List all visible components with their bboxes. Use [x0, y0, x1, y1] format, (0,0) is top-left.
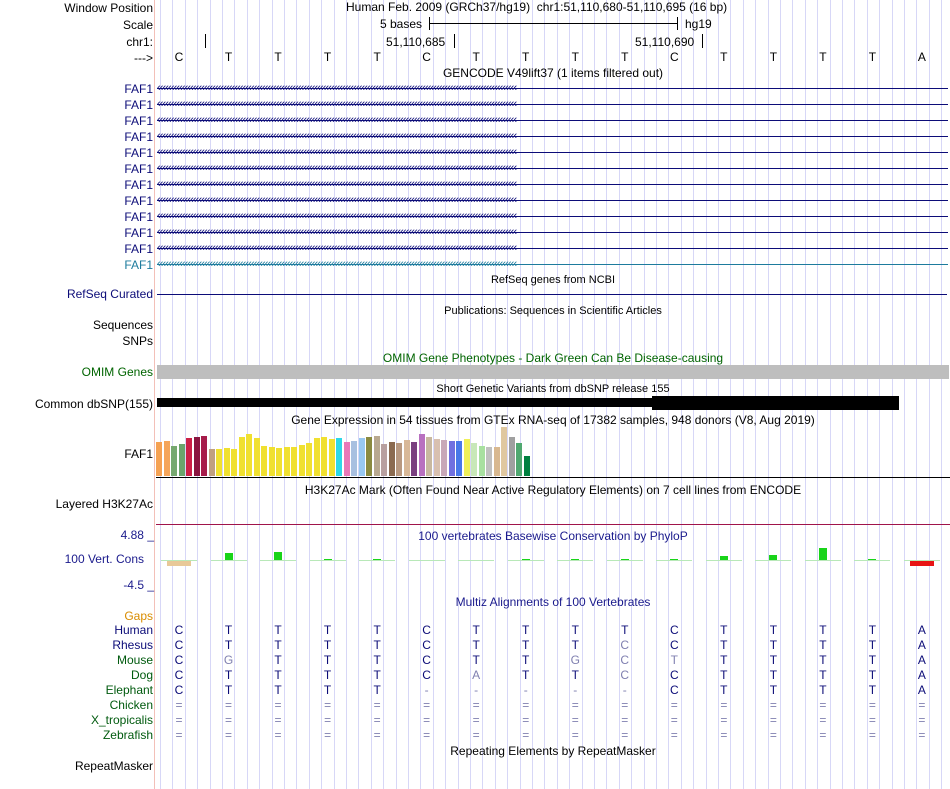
phylop-baseline-tick — [656, 560, 692, 561]
strand-arrows-icon: ‹‹‹‹‹‹‹‹‹‹‹‹‹‹‹‹‹‹‹‹‹‹‹‹‹‹‹‹‹‹‹‹‹‹‹‹‹‹‹‹‹‹‹‹‹‹‹‹‹‹‹‹‹‹‹‹‹‹‹‹‹‹‹‹‹‹‹‹‹‹‹‹‹‹‹‹‹‹‹‹‹‹‹‹‹‹‹‹‹‹‹‹‹‹‹‹‹‹‹‹‹‹‹‹‹‹‹‹‹‹‹‹‹‹‹‹‹‹‹‹‹‹‹‹‹‹‹‹‹‹ — [157, 114, 517, 126]
ruler-tick — [702, 34, 703, 48]
window-position-label: Window Position — [64, 1, 153, 15]
aligned-base: T — [868, 653, 877, 667]
refseq-track-label[interactable]: RefSeq Curated — [66, 287, 153, 301]
aligned-base: = — [868, 698, 876, 712]
strand-arrows-icon: ‹‹‹‹‹‹‹‹‹‹‹‹‹‹‹‹‹‹‹‹‹‹‹‹‹‹‹‹‹‹‹‹‹‹‹‹‹‹‹‹‹‹‹‹‹‹‹‹‹‹‹‹‹‹‹‹‹‹‹‹‹‹‹‹‹‹‹‹‹‹‹‹‹‹‹‹‹‹‹‹‹‹‹‹‹‹‹‹‹‹‹‹‹‹‹‹‹‹‹‹‹‹‹‹‹‹‹‹‹‹‹‹‹‹‹‹‹‹‹‹‹‹‹‹‹‹‹‹‹‹ — [157, 98, 517, 110]
aligned-base: = — [472, 698, 480, 712]
aligned-base: T — [522, 653, 530, 667]
gtex-tissue-bar[interactable] — [336, 438, 342, 476]
gtex-tissue-bar[interactable] — [306, 443, 312, 476]
aligned-base: C — [174, 653, 184, 667]
sequence-base: T — [868, 50, 877, 64]
strand-arrows-icon: ‹‹‹‹‹‹‹‹‹‹‹‹‹‹‹‹‹‹‹‹‹‹‹‹‹‹‹‹‹‹‹‹‹‹‹‹‹‹‹‹‹‹‹‹‹‹‹‹‹‹‹‹‹‹‹‹‹‹‹‹‹‹‹‹‹‹‹‹‹‹‹‹‹‹‹‹‹‹‹‹‹‹‹‹‹‹‹‹‹‹‹‹‹‹‹‹‹‹‹‹‹‹‹‹‹‹‹‹‹‹‹‹‹‹‹‹‹‹‹‹‹‹‹‹‹‹‹‹‹‹ — [157, 82, 517, 94]
aligned-base: T — [621, 623, 629, 637]
aligned-base: C — [422, 668, 431, 682]
strand-arrows-icon: ‹‹‹‹‹‹‹‹‹‹‹‹‹‹‹‹‹‹‹‹‹‹‹‹‹‹‹‹‹‹‹‹‹‹‹‹‹‹‹‹‹‹‹‹‹‹‹‹‹‹‹‹‹‹‹‹‹‹‹‹‹‹‹‹‹‹‹‹‹‹‹‹‹‹‹‹‹‹‹‹‹‹‹‹‹‹‹‹‹‹‹‹‹‹‹‹‹‹‹‹‹‹‹‹‹‹‹‹‹‹‹‹‹‹‹‹‹‹‹‹‹‹‹‹‹‹‹‹‹‹ — [157, 130, 517, 142]
gtex-tissue-bar[interactable] — [494, 447, 500, 476]
phylop-baseline-tick — [755, 560, 791, 561]
sequence-base: T — [571, 50, 579, 64]
aligned-base: = — [423, 713, 431, 727]
aligned-base: T — [769, 668, 778, 682]
aligned-base: A — [917, 638, 926, 652]
gtex-tissue-bar[interactable] — [164, 441, 170, 476]
aligned-base: = — [225, 728, 233, 742]
aligned-base: T — [373, 683, 381, 697]
label-column-separator — [154, 0, 155, 789]
aligned-base: = — [769, 698, 777, 712]
gtex-tissue-bar[interactable] — [209, 449, 215, 476]
gtex-tissue-bar[interactable] — [479, 446, 485, 476]
aligned-base: T — [323, 668, 332, 682]
gtex-tissue-bar[interactable] — [501, 427, 507, 476]
phylop-baseline-tick — [805, 560, 841, 561]
aligned-base: T — [224, 623, 233, 637]
h3k27ac-track-title: H3K27Ac Mark (Often Found Near Active Regulatory Elements) on 7 cell lines from ENCODE — [304, 483, 802, 497]
omim-gene-bar[interactable] — [157, 365, 949, 379]
repeatmasker-track-label[interactable]: RepeatMasker — [74, 759, 153, 773]
snps-track-label[interactable]: SNPs — [122, 334, 153, 348]
species-label[interactable]: X_tropicalis — [90, 713, 153, 727]
scale-bar-left-tick — [429, 17, 430, 30]
ruler-position-2: 51,110,690 — [635, 35, 695, 49]
aligned-base: T — [720, 653, 728, 667]
scale-bar-right-tick — [677, 17, 678, 30]
aligned-base: T — [769, 683, 778, 697]
species-label[interactable]: Human — [114, 623, 153, 637]
sequence-base: A — [917, 50, 926, 64]
aligned-base: T — [274, 623, 282, 637]
aligned-base: = — [274, 728, 282, 742]
aligned-base: T — [769, 653, 778, 667]
sequence-base: C — [174, 50, 184, 64]
sequence-base: T — [522, 50, 530, 64]
aligned-base: = — [819, 698, 827, 712]
gtex-tissue-bar[interactable] — [411, 442, 417, 476]
aligned-base: = — [324, 698, 332, 712]
aligned-base: T — [274, 683, 282, 697]
gtex-tissue-bar[interactable] — [261, 446, 267, 476]
sequence-base: T — [720, 50, 728, 64]
aligned-base: C — [422, 623, 431, 637]
aligned-base: = — [670, 728, 678, 742]
aligned-base: T — [868, 683, 877, 697]
phylop-baseline-tick — [706, 560, 742, 561]
aligned-base: = — [918, 698, 926, 712]
repeatmasker-track-title: Repeating Elements by RepeatMasker — [450, 744, 656, 758]
aligned-base: T — [224, 683, 233, 697]
strand-label: ---> — [134, 51, 153, 65]
refseq-track-title: RefSeq genes from NCBI — [490, 274, 616, 286]
aligned-base: = — [868, 728, 876, 742]
aligned-base: = — [423, 698, 431, 712]
aligned-base: = — [571, 728, 579, 742]
scale-bar — [429, 23, 677, 24]
aligned-base: C — [669, 638, 679, 652]
aligned-base: = — [373, 698, 381, 712]
species-label[interactable]: Rhesus — [112, 638, 153, 652]
aligned-base: = — [571, 698, 579, 712]
gtex-tissue-bar[interactable] — [254, 438, 260, 476]
species-label[interactable]: Dog — [130, 668, 153, 682]
gencode-gene-label[interactable]: FAF1 — [124, 162, 153, 176]
aligned-base: C — [669, 623, 679, 637]
strand-arrows-icon: ‹‹‹‹‹‹‹‹‹‹‹‹‹‹‹‹‹‹‹‹‹‹‹‹‹‹‹‹‹‹‹‹‹‹‹‹‹‹‹‹‹‹‹‹‹‹‹‹‹‹‹‹‹‹‹‹‹‹‹‹‹‹‹‹‹‹‹‹‹‹‹‹‹‹‹‹‹‹‹‹‹‹‹‹‹‹‹‹‹‹‹‹‹‹‹‹‹‹‹‹‹‹‹‹‹‹‹‹‹‹‹‹‹‹‹‹‹‹‹‹‹‹‹‹‹‹‹‹‹‹ — [157, 210, 517, 222]
gencode-gene-label[interactable]: FAF1 — [124, 98, 153, 112]
aligned-base: = — [720, 728, 728, 742]
gtex-tissue-bar[interactable] — [194, 437, 200, 476]
phylop-baseline-tick — [161, 560, 197, 561]
gtex-tissue-bar[interactable] — [359, 438, 365, 476]
gtex-tissue-bar[interactable] — [239, 437, 245, 476]
sequence-base: T — [769, 50, 778, 64]
aligned-base: = — [621, 713, 629, 727]
aligned-base: = — [868, 713, 876, 727]
phylop-baseline-tick — [904, 560, 940, 561]
strand-arrows-icon: ‹‹‹‹‹‹‹‹‹‹‹‹‹‹‹‹‹‹‹‹‹‹‹‹‹‹‹‹‹‹‹‹‹‹‹‹‹‹‹‹‹‹‹‹‹‹‹‹‹‹‹‹‹‹‹‹‹‹‹‹‹‹‹‹‹‹‹‹‹‹‹‹‹‹‹‹‹‹‹‹‹‹‹‹‹‹‹‹‹‹‹‹‹‹‹‹‹‹‹‹‹‹‹‹‹‹‹‹‹‹‹‹‹‹‹‹‹‹‹‹‹‹‹‹‹‹‹‹‹‹ — [157, 146, 517, 158]
phylop-baseline-tick — [607, 560, 643, 561]
aligned-base: C — [174, 638, 184, 652]
sequence-base: T — [621, 50, 629, 64]
gtex-tissue-bar[interactable] — [351, 441, 357, 476]
aligned-base: T — [720, 623, 728, 637]
aligned-base: T — [224, 638, 233, 652]
strand-arrows-icon: ‹‹‹‹‹‹‹‹‹‹‹‹‹‹‹‹‹‹‹‹‹‹‹‹‹‹‹‹‹‹‹‹‹‹‹‹‹‹‹‹‹‹‹‹‹‹‹‹‹‹‹‹‹‹‹‹‹‹‹‹‹‹‹‹‹‹‹‹‹‹‹‹‹‹‹‹‹‹‹‹‹‹‹‹‹‹‹‹‹‹‹‹‹‹‹‹‹‹‹‹‹‹‹‹‹‹‹‹‹‹‹‹‹‹‹‹‹‹‹‹‹‹‹‹‹‹‹‹‹‹ — [157, 258, 517, 270]
gtex-tissue-bar[interactable] — [464, 439, 470, 476]
gencode-gene-label[interactable]: FAF1 — [124, 242, 153, 256]
gencode-gene-label[interactable]: FAF1 — [124, 178, 153, 192]
aligned-base: C — [669, 683, 679, 697]
aligned-base: T — [323, 623, 332, 637]
aligned-base: C — [620, 668, 630, 682]
sequence-base: T — [274, 50, 282, 64]
scale-label: Scale — [122, 18, 153, 32]
gencode-gene-label[interactable]: FAF1 — [124, 210, 153, 224]
aligned-base: G — [223, 653, 234, 667]
aligned-base: = — [522, 728, 530, 742]
phylop-baseline-tick — [260, 560, 296, 561]
multiz-track-title: Multiz Alignments of 100 Vertebrates — [455, 595, 651, 609]
gtex-tissue-bar[interactable] — [284, 447, 290, 476]
gencode-gene-label[interactable]: FAF1 — [124, 226, 153, 240]
aligned-base: T — [868, 638, 877, 652]
aligned-base: = — [472, 728, 480, 742]
strand-arrows-icon: ‹‹‹‹‹‹‹‹‹‹‹‹‹‹‹‹‹‹‹‹‹‹‹‹‹‹‹‹‹‹‹‹‹‹‹‹‹‹‹‹‹‹‹‹‹‹‹‹‹‹‹‹‹‹‹‹‹‹‹‹‹‹‹‹‹‹‹‹‹‹‹‹‹‹‹‹‹‹‹‹‹‹‹‹‹‹‹‹‹‹‹‹‹‹‹‹‹‹‹‹‹‹‹‹‹‹‹‹‹‹‹‹‹‹‹‹‹‹‹‹‹‹‹‹‹‹‹‹‹‹ — [157, 162, 517, 174]
aligned-base: = — [175, 728, 183, 742]
aligned-base: A — [917, 623, 926, 637]
aligned-base: T — [720, 638, 728, 652]
aligned-base: T — [472, 638, 480, 652]
aligned-base: = — [720, 713, 728, 727]
gtex-tissue-bar[interactable] — [516, 443, 522, 476]
aligned-base: A — [472, 668, 481, 682]
aligned-base: - — [424, 683, 429, 697]
gtex-tissue-bar[interactable] — [366, 437, 372, 476]
species-label[interactable]: Chicken — [109, 698, 153, 712]
aligned-base: = — [670, 698, 678, 712]
aligned-base: = — [769, 728, 777, 742]
aligned-base: = — [324, 713, 332, 727]
sequence-base: T — [323, 50, 332, 64]
gtex-tissue-bar[interactable] — [509, 437, 515, 476]
conservation-track-label[interactable]: 100 Vert. Cons — [64, 552, 144, 566]
gencode-gene-label[interactable]: FAF1 — [124, 82, 153, 96]
dbsnp-variant-bar[interactable] — [652, 396, 899, 410]
aligned-base: = — [225, 713, 233, 727]
scale-db: hg19 — [685, 17, 712, 31]
aligned-base: T — [670, 653, 678, 667]
assembly-title — [346, 0, 727, 14]
gtex-tissue-bar[interactable] — [449, 441, 455, 476]
gtex-expression-bars[interactable] — [156, 427, 556, 476]
aligned-base: T — [720, 683, 728, 697]
position-range[interactable]: chr1:51,110,680-51,110,695 (16 bp) — [536, 0, 728, 14]
aligned-base: = — [918, 713, 926, 727]
gtex-tissue-bar[interactable] — [231, 449, 237, 476]
aligned-base: T — [571, 638, 579, 652]
aligned-base: = — [769, 713, 777, 727]
aligned-base: = — [670, 713, 678, 727]
phylop-score-bar[interactable] — [274, 552, 282, 560]
gtex-tissue-bar[interactable] — [524, 456, 530, 476]
conservation-min-value: -4.5 _ — [123, 578, 154, 592]
aligned-base: T — [769, 623, 778, 637]
gtex-tissue-bar[interactable] — [434, 439, 440, 476]
aligned-base: T — [274, 638, 282, 652]
gtex-tissue-bar[interactable] — [441, 440, 447, 476]
phylop-baseline-tick — [211, 560, 247, 561]
conservation-max-value: 4.88 _ — [120, 528, 154, 542]
ruler-tick — [205, 34, 206, 48]
gtex-tissue-bar[interactable] — [426, 437, 432, 476]
aligned-base: T — [720, 668, 728, 682]
sequence-base: T — [224, 50, 233, 64]
gtex-tissue-bar[interactable] — [179, 444, 185, 476]
aligned-base: = — [918, 728, 926, 742]
aligned-base: C — [669, 668, 679, 682]
aligned-base: T — [819, 668, 827, 682]
strand-arrows-icon: ‹‹‹‹‹‹‹‹‹‹‹‹‹‹‹‹‹‹‹‹‹‹‹‹‹‹‹‹‹‹‹‹‹‹‹‹‹‹‹‹‹‹‹‹‹‹‹‹‹‹‹‹‹‹‹‹‹‹‹‹‹‹‹‹‹‹‹‹‹‹‹‹‹‹‹‹‹‹‹‹‹‹‹‹‹‹‹‹‹‹‹‹‹‹‹‹‹‹‹‹‹‹‹‹‹‹‹‹‹‹‹‹‹‹‹‹‹‹‹‹‹‹‹‹‹‹‹‹‹‹ — [157, 226, 517, 238]
gtex-tissue-bar[interactable] — [374, 436, 380, 476]
aligned-base: T — [472, 653, 480, 667]
aligned-base: T — [819, 683, 827, 697]
phylop-score-bar[interactable] — [225, 553, 233, 560]
aligned-base: = — [720, 698, 728, 712]
aligned-base: T — [373, 638, 381, 652]
gencode-gene-label[interactable]: FAF1 — [124, 130, 153, 144]
aligned-base: = — [571, 713, 579, 727]
assembly-name: Human Feb. 2009 (GRCh37/hg19) — [346, 0, 531, 14]
aligned-base: C — [422, 638, 431, 652]
gtex-track-title: Gene Expression in 54 tissues from GTEx RNA-seq of 17382 samples, 948 donors (V8, Aug 2019) — [291, 413, 815, 427]
aligned-base: = — [175, 698, 183, 712]
aligned-base: = — [373, 713, 381, 727]
species-label[interactable]: Mouse — [116, 653, 153, 667]
gencode-gene-label[interactable]: FAF1 — [124, 114, 153, 128]
aligned-base: - — [573, 683, 578, 697]
gtex-tissue-bar[interactable] — [156, 442, 162, 476]
strand-arrows-icon: ‹‹‹‹‹‹‹‹‹‹‹‹‹‹‹‹‹‹‹‹‹‹‹‹‹‹‹‹‹‹‹‹‹‹‹‹‹‹‹‹‹‹‹‹‹‹‹‹‹‹‹‹‹‹‹‹‹‹‹‹‹‹‹‹‹‹‹‹‹‹‹‹‹‹‹‹‹‹‹‹‹‹‹‹‹‹‹‹‹‹‹‹‹‹‹‹‹‹‹‹‹‹‹‹‹‹‹‹‹‹‹‹‹‹‹‹‹‹‹‹‹‹‹‹‹‹‹‹‹‹ — [157, 242, 517, 254]
aligned-base: = — [522, 698, 530, 712]
aligned-base: G — [570, 653, 580, 667]
aligned-base: C — [620, 638, 630, 652]
refseq-gene-line[interactable] — [157, 294, 947, 295]
aligned-base: = — [621, 728, 629, 742]
gtex-tissue-bar[interactable] — [396, 443, 402, 476]
aligned-base: T — [274, 668, 282, 682]
sequence-base: C — [422, 50, 431, 64]
conservation-track-title: 100 vertebrates Basewise Conservation by PhyloP — [418, 529, 688, 543]
gtex-tissue-bar[interactable] — [314, 438, 320, 476]
strand-arrows-icon: ‹‹‹‹‹‹‹‹‹‹‹‹‹‹‹‹‹‹‹‹‹‹‹‹‹‹‹‹‹‹‹‹‹‹‹‹‹‹‹‹‹‹‹‹‹‹‹‹‹‹‹‹‹‹‹‹‹‹‹‹‹‹‹‹‹‹‹‹‹‹‹‹‹‹‹‹‹‹‹‹‹‹‹‹‹‹‹‹‹‹‹‹‹‹‹‹‹‹‹‹‹‹‹‹‹‹‹‹‹‹‹‹‹‹‹‹‹‹‹‹‹‹‹‹‹‹‹‹‹‹ — [157, 178, 517, 190]
aligned-base: = — [175, 713, 183, 727]
omim-track-title: OMIM Gene Phenotypes - Dark Green Can Be Disease-causing — [382, 351, 724, 365]
dbsnp-track-title: Short Genetic Variants from dbSNP release 155 — [436, 383, 670, 395]
aligned-base: T — [571, 668, 579, 682]
gtex-tissue-bar[interactable] — [404, 440, 410, 476]
aligned-base: = — [472, 713, 480, 727]
aligned-base: C — [620, 653, 630, 667]
aligned-base: T — [522, 623, 530, 637]
aligned-base: - — [622, 683, 627, 697]
aligned-base: T — [472, 623, 480, 637]
aligned-base: - — [474, 683, 479, 697]
gtex-track-label[interactable]: FAF1 — [124, 447, 153, 461]
phylop-score-bar[interactable] — [819, 548, 827, 560]
aligned-base: T — [819, 638, 827, 652]
gtex-tissue-bar[interactable] — [389, 442, 395, 476]
aligned-base: C — [174, 683, 184, 697]
aligned-base: T — [224, 668, 233, 682]
aligned-base: = — [225, 698, 233, 712]
aligned-base: T — [819, 623, 827, 637]
gtex-tissue-bar[interactable] — [486, 447, 492, 476]
aligned-base: = — [373, 728, 381, 742]
aligned-base: T — [769, 638, 778, 652]
sequences-track-label[interactable]: Sequences — [92, 318, 153, 332]
gtex-tissue-bar[interactable] — [344, 442, 350, 476]
gencode-gene-label[interactable]: FAF1 — [124, 258, 153, 272]
aligned-base: C — [174, 623, 184, 637]
aligned-base: = — [274, 698, 282, 712]
phylop-baseline-tick — [359, 560, 395, 561]
aligned-base: T — [373, 653, 381, 667]
gtex-tissue-bar[interactable] — [216, 449, 222, 476]
aligned-base: T — [522, 668, 530, 682]
gtex-tissue-bar[interactable] — [321, 437, 327, 476]
strand-arrows-icon: ‹‹‹‹‹‹‹‹‹‹‹‹‹‹‹‹‹‹‹‹‹‹‹‹‹‹‹‹‹‹‹‹‹‹‹‹‹‹‹‹‹‹‹‹‹‹‹‹‹‹‹‹‹‹‹‹‹‹‹‹‹‹‹‹‹‹‹‹‹‹‹‹‹‹‹‹‹‹‹‹‹‹‹‹‹‹‹‹‹‹‹‹‹‹‹‹‹‹‹‹‹‹‹‹‹‹‹‹‹‹‹‹‹‹‹‹‹‹‹‹‹‹‹‹‹‹‹‹‹‹ — [157, 194, 517, 206]
phylop-baseline-tick — [409, 560, 445, 561]
aligned-base: T — [819, 653, 827, 667]
gaps-track-label[interactable]: Gaps — [124, 609, 153, 623]
sequence-base: T — [373, 50, 381, 64]
publications-track-title: Publications: Sequences in Scientific Articles — [444, 305, 662, 317]
phylop-baseline-tick — [557, 560, 593, 561]
dbsnp-variant-bar[interactable] — [157, 398, 652, 407]
scale-text: 5 bases — [380, 17, 423, 31]
gtex-tissue-bar[interactable] — [276, 448, 282, 476]
species-label[interactable]: Zebrafish — [102, 728, 153, 742]
gtex-tissue-bar[interactable] — [291, 447, 297, 476]
aligned-base: T — [323, 638, 332, 652]
gtex-tissue-bar[interactable] — [329, 439, 335, 476]
species-label[interactable]: Elephant — [105, 683, 153, 697]
gtex-tissue-bar[interactable] — [224, 448, 230, 476]
gtex-tissue-bar[interactable] — [381, 444, 387, 476]
aligned-base: - — [523, 683, 528, 697]
omim-track-label[interactable]: OMIM Genes — [81, 365, 153, 379]
aligned-base: T — [868, 668, 877, 682]
gtex-tissue-bar[interactable] — [456, 441, 462, 476]
phylop-baseline-tick — [854, 560, 890, 561]
sequence-base: T — [819, 50, 827, 64]
aligned-base: T — [323, 683, 332, 697]
aligned-base: T — [373, 623, 381, 637]
aligned-base: = — [324, 728, 332, 742]
aligned-base: T — [868, 623, 877, 637]
sequence-base: T — [472, 50, 480, 64]
aligned-base: T — [522, 638, 530, 652]
gtex-tissue-bar[interactable] — [471, 443, 477, 476]
gtex-tissue-bar[interactable] — [186, 438, 192, 476]
phylop-baseline-tick — [508, 560, 544, 561]
aligned-base: C — [422, 653, 431, 667]
gtex-tissue-bar[interactable] — [246, 434, 252, 476]
aligned-base: A — [917, 653, 926, 667]
aligned-base: = — [621, 698, 629, 712]
gtex-tissue-bar[interactable] — [269, 447, 275, 476]
ruler-position-1: 51,110,685 — [386, 35, 446, 49]
sequence-base: C — [669, 50, 679, 64]
gtex-tissue-bar[interactable] — [171, 446, 177, 476]
dbsnp-track-label[interactable]: Common dbSNP(155) — [34, 397, 153, 411]
aligned-base: T — [373, 668, 381, 682]
gtex-tissue-bar[interactable] — [201, 436, 207, 476]
gtex-baseline — [156, 477, 950, 478]
aligned-base: T — [571, 623, 579, 637]
aligned-base: C — [174, 668, 184, 682]
ruler-tick — [454, 34, 455, 48]
phylop-baseline-tick — [458, 560, 494, 561]
aligned-base: A — [917, 683, 926, 697]
aligned-base: A — [917, 668, 926, 682]
aligned-base: = — [423, 728, 431, 742]
aligned-base: = — [819, 713, 827, 727]
gencode-track-title: GENCODE V49lift37 (1 items filtered out) — [442, 66, 664, 80]
aligned-base: = — [274, 713, 282, 727]
h3k27ac-signal-line — [156, 524, 950, 525]
aligned-base: T — [323, 653, 332, 667]
gtex-tissue-bar[interactable] — [419, 434, 425, 476]
gtex-tissue-bar[interactable] — [299, 445, 305, 476]
gencode-gene-label[interactable]: FAF1 — [124, 194, 153, 208]
aligned-base: = — [522, 713, 530, 727]
aligned-base: T — [274, 653, 282, 667]
phylop-conservation-plot[interactable] — [156, 548, 950, 572]
phylop-baseline-tick — [310, 560, 346, 561]
h3k27ac-track-label[interactable]: Layered H3K27Ac — [55, 497, 153, 511]
aligned-base: = — [819, 728, 827, 742]
gencode-gene-label[interactable]: FAF1 — [124, 146, 153, 160]
chr-label: chr1: — [126, 35, 153, 49]
